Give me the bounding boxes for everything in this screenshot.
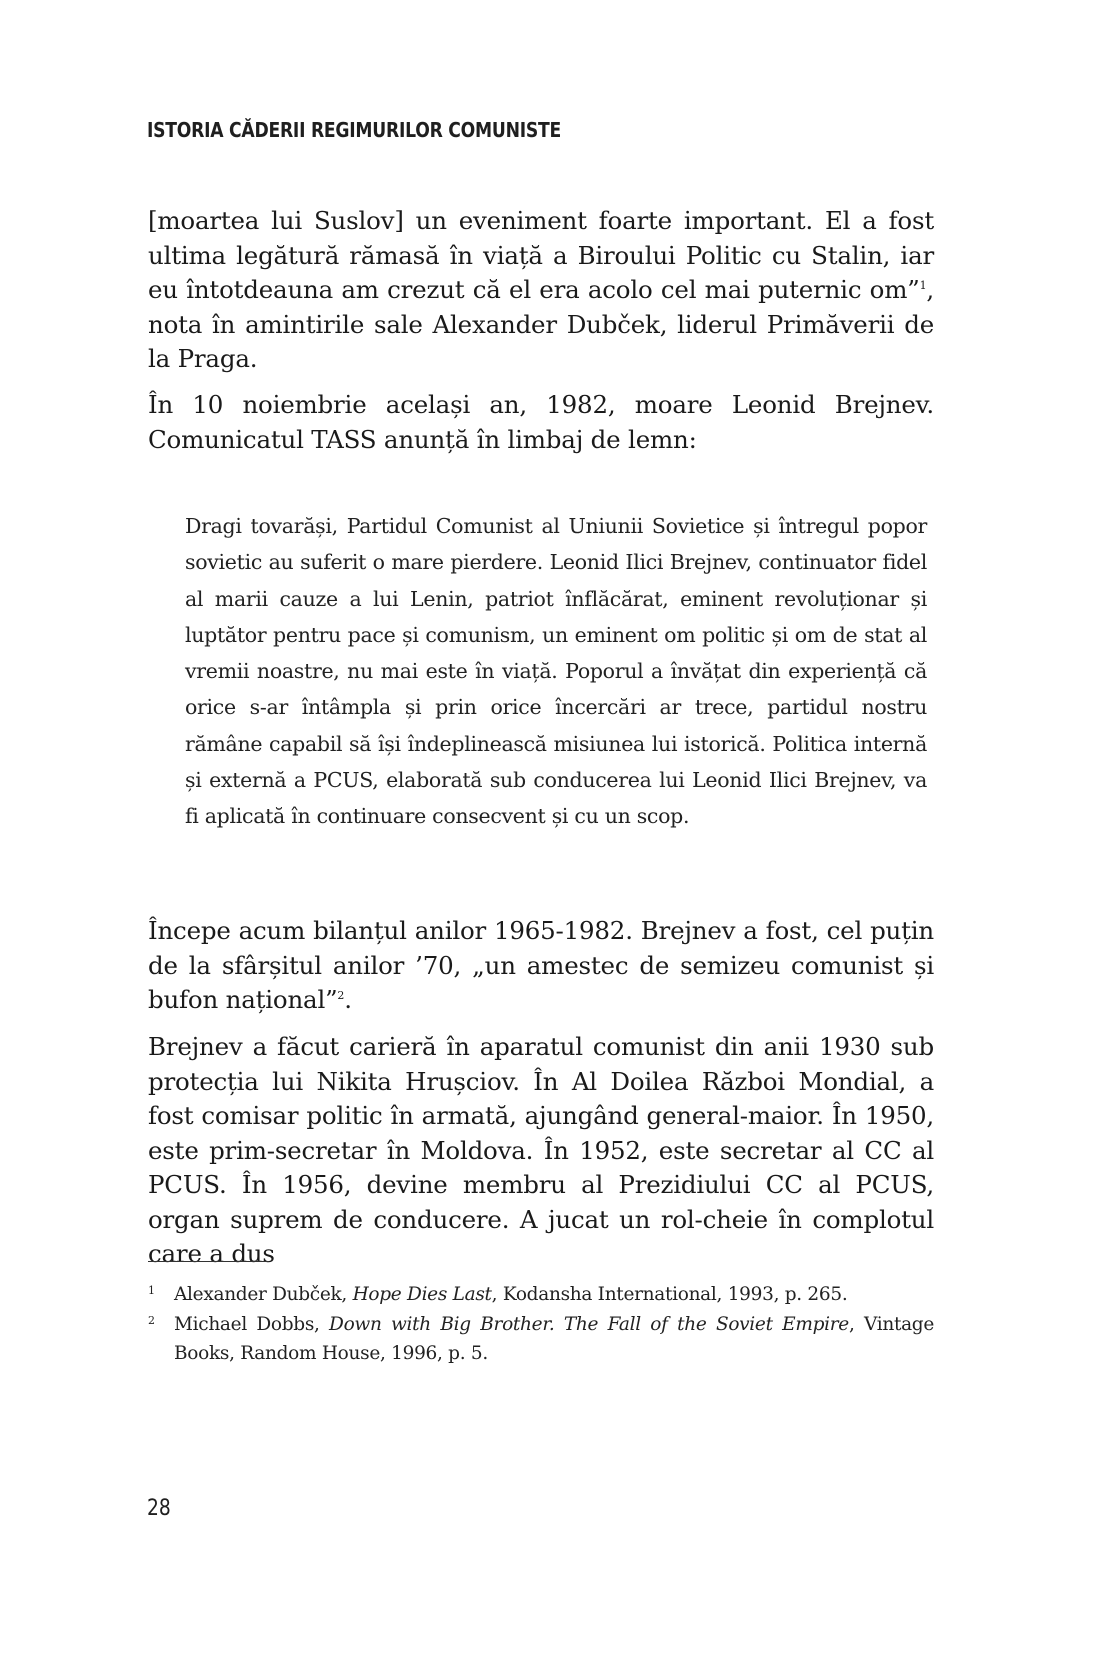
paragraph-text-tail: , nota în amintirile sale Alexander Dubček, liderul Primăverii de la Praga. — [148, 275, 934, 373]
footnote-text — [174, 1310, 934, 1369]
footnote-number: 1 — [148, 1284, 155, 1297]
footnote-divider — [148, 1261, 268, 1262]
running-title: ISTORIA CĂDERII REGIMURILOR COMUNISTE — [147, 118, 561, 142]
block-quote: Dragi tovarăși, Partidul Comunist al Uniunii Sovietice și întregul popor sovietic au suferit o mare pierdere. Leonid Ilici Brejnev, continuator fidel al marii cauze a lui Lenin, patriot înflăcărat, eminent revoluționar și luptător pentru pace și comunism, un eminent om politic și om de stat al vremii noastre, nu mai este în viață. Poporul a învățat din experiență că orice s-ar întâmpla și prin orice încercări ar trece, partidul nostru rămâne capabil să își îndeplinească misiunea lui istorică. Politica internă și externă a PCUS, elaborată sub conducerea lui Leonid Ilici Brejnev, va fi aplicată în continuare consecvent și cu un scop. — [185, 514, 927, 829]
footnote-text — [174, 1280, 934, 1310]
footnote-rest: , Vintage Books, Random House, 1996, p. 5. — [174, 1313, 934, 1364]
paragraph-text-tail: . — [344, 985, 352, 1014]
paragraph-text: Începe acum bilanțul anilor 1965-1982. Brejnev a fost, cel puțin de la sfârșitul anilor ’70, „un amestec de semizeu comunist și bufon național” — [148, 916, 934, 1014]
paragraph-text: [moartea lui Suslov] un eveniment foarte important. El a fost ultima legătură rămasă în viață a Biroului Politic cu Stalin, iar eu întotdeauna am crezut că el era acolo cel mai puternic om” — [148, 206, 934, 304]
footnote-2 — [148, 1310, 934, 1369]
footnote-rest: , Kodansha International, 1993, p. 265. — [491, 1284, 848, 1305]
footnote-ref-2[interactable]: 2 — [337, 988, 345, 1002]
footnote-author: Michael Dobbs, — [174, 1313, 330, 1335]
footnote-title: Hope Dies Last — [352, 1284, 492, 1305]
page-number: 28 — [147, 1496, 171, 1521]
body-paragraph-4: Brejnev a făcut carieră în aparatul comunist din anii 1930 sub protecția lui Nikita Hrușciov. În Al Doilea Război Mondial, a fost comisar politic în armată, ajungând general-maior. În 1950, este prim-secretar în Moldova. În 1952, este secretar al CC al PCUS. În 1956, devine membru al Prezidiului CC al PCUS, organ suprem de conducere. A jucat un rol-cheie în complotul care a dus — [148, 1032, 934, 1268]
footnote-title: Down with Big Brother. The Fall of the Soviet Empire — [329, 1313, 849, 1335]
footnotes — [148, 1280, 934, 1369]
footnote-author: Alexander Dubček, — [174, 1284, 353, 1305]
footnote-ref-1[interactable]: 1 — [919, 278, 927, 292]
footnote-1 — [148, 1280, 934, 1310]
footnote-number: 2 — [148, 1313, 155, 1327]
body-paragraph-1 — [148, 204, 934, 377]
body-paragraph-2: În 10 noiembrie același an, 1982, moare Leonid Brejnev. Comunicatul TASS anunță în limbaj de lemn: — [148, 390, 934, 454]
body-paragraph-3 — [148, 914, 934, 1018]
